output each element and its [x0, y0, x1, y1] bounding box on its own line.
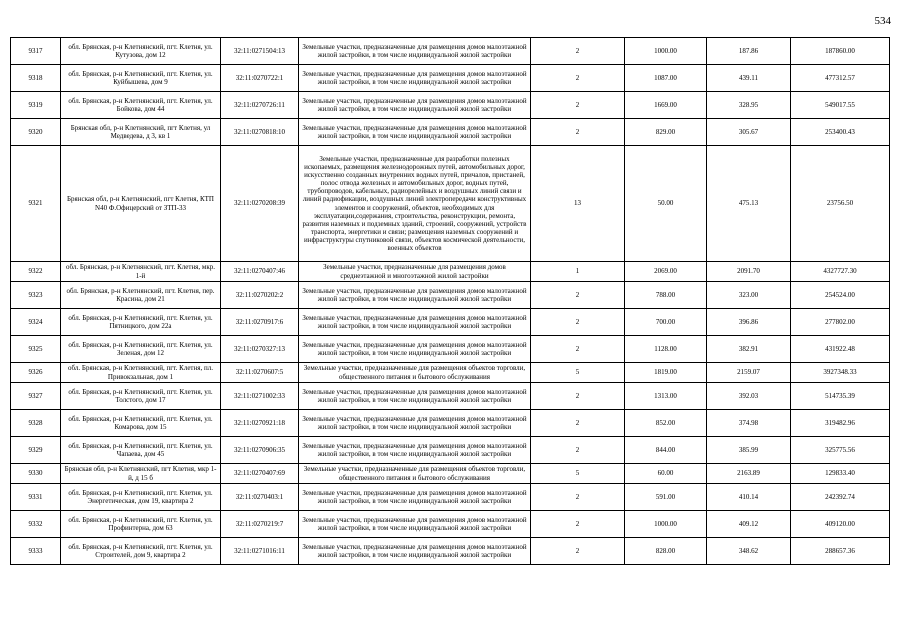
cadastral-value-cell: 242392.74: [791, 484, 890, 511]
cadastral-value-cell: 187860.00: [791, 38, 890, 65]
cadastral-number-cell: 32:11:0270906:35: [221, 437, 299, 464]
use-group-cell: 13: [531, 146, 625, 262]
cadastral-value-table: [10, 37, 890, 565]
table-row: [11, 38, 890, 65]
cadastral-number-cell: 32:11:0271002:33: [221, 383, 299, 410]
cadastral-value-cell: 477312.57: [791, 65, 890, 92]
use-group-cell: 2: [531, 383, 625, 410]
use-group-cell: 2: [531, 92, 625, 119]
table-row: [11, 309, 890, 336]
land-use-cell: Земельные участки, предназначенные для размещения объектов торговли, общественного питания и бытового обслуживания: [299, 363, 531, 383]
specific-value-cell: 475.13: [707, 146, 791, 262]
cadastral-value-cell: 409120.00: [791, 511, 890, 538]
cadastral-number-cell: 32:11:0270921:18: [221, 410, 299, 437]
table-row: [11, 146, 890, 262]
cadastral-value-cell: 288657.36: [791, 538, 890, 565]
address-cell: обл. Брянская, р-н Клетнянский, пгт. Клетня, ул. Куйбышева, дом 9: [61, 65, 221, 92]
area-cell: 1819.00: [625, 363, 707, 383]
land-use-cell: Земельные участки, предназначенные для размещения домов малоэтажной жилой застройки, в том числе индивидуальной жилой застройки: [299, 119, 531, 146]
row-number: 9328: [11, 410, 61, 437]
specific-value-cell: 2163.89: [707, 464, 791, 484]
address-cell: обл. Брянская, р-н Клетнянский, пгт. Клетня, ул. Пятницкого, дом 22а: [61, 309, 221, 336]
address-cell: Брянская обл, р-н Клетнянский, пгт Клетня, КТП N40 Ф.Офицерский от ЗТП-33: [61, 146, 221, 262]
area-cell: 50.00: [625, 146, 707, 262]
area-cell: 2069.00: [625, 262, 707, 282]
use-group-cell: 2: [531, 119, 625, 146]
area-cell: 829.00: [625, 119, 707, 146]
address-cell: обл. Брянская, р-н Клетнянский, пгт. Клетня, ул. Толстого, дом 17: [61, 383, 221, 410]
row-number: 9330: [11, 464, 61, 484]
land-use-cell: Земельные участки, предназначенные для размещения домов малоэтажной жилой застройки, в том числе индивидуальной жилой застройки: [299, 484, 531, 511]
land-use-cell: Земельные участки, предназначенные для размещения домов малоэтажной жилой застройки, в том числе индивидуальной жилой застройки: [299, 538, 531, 565]
land-use-cell: Земельные участки, предназначенные для размещения домов малоэтажной жилой застройки, в том числе индивидуальной жилой застройки: [299, 38, 531, 65]
use-group-cell: 2: [531, 437, 625, 464]
land-use-cell: Земельные участки, предназначенные для размещения объектов торговли, общественного питания и бытового обслуживания: [299, 464, 531, 484]
use-group-cell: 2: [531, 511, 625, 538]
address-cell: обл. Брянская, р-н Клетнянский, пгт. Клетня, ул. Профинтерна, дом 63: [61, 511, 221, 538]
table-row: [11, 437, 890, 464]
row-number: 9317: [11, 38, 61, 65]
table-row: [11, 65, 890, 92]
specific-value-cell: 305.67: [707, 119, 791, 146]
row-number: 9319: [11, 92, 61, 119]
land-use-cell: Земельные участки, предназначенные для размещения домов малоэтажной жилой застройки, в том числе индивидуальной жилой застройки: [299, 383, 531, 410]
cadastral-value-cell: 514735.39: [791, 383, 890, 410]
table-row: [11, 262, 890, 282]
area-cell: 788.00: [625, 282, 707, 309]
cadastral-number-cell: 32:11:0270202:2: [221, 282, 299, 309]
area-cell: 852.00: [625, 410, 707, 437]
row-number: 9327: [11, 383, 61, 410]
table-row: [11, 464, 890, 484]
address-cell: Брянская обл, р-н Клетнянский, пгт Клетня, ул Медведева, д 3, кв 1: [61, 119, 221, 146]
specific-value-cell: 374.98: [707, 410, 791, 437]
land-use-cell: Земельные участки, предназначенные для размещения домов малоэтажной жилой застройки, в том числе индивидуальной жилой застройки: [299, 282, 531, 309]
use-group-cell: 2: [531, 65, 625, 92]
use-group-cell: 5: [531, 363, 625, 383]
cadastral-value-cell: 431922.48: [791, 336, 890, 363]
cadastral-number-cell: 32:11:0271016:11: [221, 538, 299, 565]
use-group-cell: 2: [531, 282, 625, 309]
cadastral-number-cell: 32:11:0270403:1: [221, 484, 299, 511]
specific-value-cell: 410.14: [707, 484, 791, 511]
cadastral-value-cell: 549017.55: [791, 92, 890, 119]
row-number: 9331: [11, 484, 61, 511]
land-use-cell: Земельные участки, предназначенные для размещения домов малоэтажной жилой застройки, в том числе индивидуальной жилой застройки: [299, 336, 531, 363]
row-number: 9326: [11, 363, 61, 383]
cadastral-number-cell: 32:11:0271504:13: [221, 38, 299, 65]
cadastral-number-cell: 32:11:0270607:5: [221, 363, 299, 383]
area-cell: 700.00: [625, 309, 707, 336]
table-row: [11, 363, 890, 383]
area-cell: 60.00: [625, 464, 707, 484]
row-number: 9332: [11, 511, 61, 538]
area-cell: 1313.00: [625, 383, 707, 410]
cadastral-number-cell: 32:11:0270818:10: [221, 119, 299, 146]
cadastral-value-cell: 254524.00: [791, 282, 890, 309]
area-cell: 844.00: [625, 437, 707, 464]
page-number: 534: [874, 15, 891, 27]
address-cell: обл. Брянская, р-н Клетнянский, пгт. Клетня, ул. Комарова, дом 15: [61, 410, 221, 437]
land-use-cell: Земельные участки, предназначенные для размещения домов малоэтажной жилой застройки, в том числе индивидуальной жилой застройки: [299, 65, 531, 92]
cadastral-number-cell: 32:11:0270407:46: [221, 262, 299, 282]
specific-value-cell: 2091.70: [707, 262, 791, 282]
cadastral-number-cell: 32:11:0270407:69: [221, 464, 299, 484]
specific-value-cell: 396.86: [707, 309, 791, 336]
cadastral-value-cell: 4327727.30: [791, 262, 890, 282]
specific-value-cell: 385.99: [707, 437, 791, 464]
specific-value-cell: 323.00: [707, 282, 791, 309]
row-number: 9323: [11, 282, 61, 309]
use-group-cell: 1: [531, 262, 625, 282]
cadastral-number-cell: 32:11:0270726:11: [221, 92, 299, 119]
table-body: [11, 38, 890, 565]
area-cell: 1000.00: [625, 38, 707, 65]
cadastral-value-cell: 3927348.33: [791, 363, 890, 383]
row-number: 9324: [11, 309, 61, 336]
cadastral-value-cell: 319482.96: [791, 410, 890, 437]
use-group-cell: 2: [531, 336, 625, 363]
land-use-cell: Земельные участки, предназначенные для размещения домов малоэтажной жилой застройки, в том числе индивидуальной жилой застройки: [299, 92, 531, 119]
address-cell: обл. Брянская, р-н Клетнянский, пгт. Клетня, пл. Привокзальная, дом 1: [61, 363, 221, 383]
row-number: 9321: [11, 146, 61, 262]
use-group-cell: 2: [531, 309, 625, 336]
address-cell: обл. Брянская, р-н Клетнянский, пгт. Клетня, ул. Кутузова, дом 12: [61, 38, 221, 65]
address-cell: обл. Брянская, р-н Клетнянский, пгт. Клетня, мкр. 1-й: [61, 262, 221, 282]
table-row: [11, 336, 890, 363]
row-number: 9329: [11, 437, 61, 464]
table-row: [11, 119, 890, 146]
address-cell: обл. Брянская, р-н Клетнянский, пгт. Клетня, ул. Чапаева, дом 45: [61, 437, 221, 464]
specific-value-cell: 382.91: [707, 336, 791, 363]
cadastral-number-cell: 32:11:0270917:6: [221, 309, 299, 336]
land-use-cell: Земельные участки, предназначенные для размещения домов малоэтажной жилой застройки, в том числе индивидуальной жилой застройки: [299, 437, 531, 464]
specific-value-cell: 2159.07: [707, 363, 791, 383]
specific-value-cell: 348.62: [707, 538, 791, 565]
specific-value-cell: 328.95: [707, 92, 791, 119]
specific-value-cell: 439.11: [707, 65, 791, 92]
cadastral-value-cell: 325775.56: [791, 437, 890, 464]
land-use-cell: Земельные участки, предназначенные для размещения домов малоэтажной жилой застройки, в том числе индивидуальной жилой застройки: [299, 309, 531, 336]
cadastral-value-cell: 129833.40: [791, 464, 890, 484]
area-cell: 1128.00: [625, 336, 707, 363]
address-cell: обл. Брянская, р-н Клетнянский, пгт. Клетня, ул. Зеленая, дом 12: [61, 336, 221, 363]
use-group-cell: 2: [531, 410, 625, 437]
cadastral-value-cell: 23756.50: [791, 146, 890, 262]
table-row: [11, 282, 890, 309]
cadastral-number-cell: 32:11:0270208:39: [221, 146, 299, 262]
land-use-cell: Земельные участки, предназначенные для разработки полезных ископаемых, размещения железнодорожных путей, автомобильных дорог, искусственно созданных внутренних водных путей, причалов, пристаней, полос отвода железных и автомобильных дорог, водных путей, трубопроводов, кабельных, радиорелейных и воздушных линий связи и линий радиофикации, воздушных линий электропередачи конструктивных элементов и сооружений, объектов, необходимых для эксплуатации,содержания, строительства, реконструкции, ремонта, развития наземных и подземных зданий, строений, сооружений, устройств транспорта, энергетики и связи; размещения наземных сооружений и инфраструктуры спутниковой связи, объектов космической деятельности, военных объектов: [299, 146, 531, 262]
land-use-cell: Земельные участки, предназначенные для размещения домов малоэтажной жилой застройки, в том числе индивидуальной жилой застройки: [299, 511, 531, 538]
address-cell: обл. Брянская, р-н Клетнянский, пгт. Клетня, ул. Энергетическая, дом 19, квартира 2: [61, 484, 221, 511]
row-number: 9318: [11, 65, 61, 92]
table-row: [11, 92, 890, 119]
area-cell: 1000.00: [625, 511, 707, 538]
land-use-cell: Земельные участки, предназначенные для размещения домов малоэтажной жилой застройки, в том числе индивидуальной жилой застройки: [299, 410, 531, 437]
address-cell: Брянская обл, р-н Клетнянский, пгт Клетня, мкр 1-й, д 15 б: [61, 464, 221, 484]
row-number: 9322: [11, 262, 61, 282]
table-row: [11, 538, 890, 565]
cadastral-value-cell: 253400.43: [791, 119, 890, 146]
table-row: [11, 383, 890, 410]
row-number: 9333: [11, 538, 61, 565]
use-group-cell: 2: [531, 38, 625, 65]
area-cell: 591.00: [625, 484, 707, 511]
specific-value-cell: 187.86: [707, 38, 791, 65]
address-cell: обл. Брянская, р-н Клетнянский, пгт. Клетня, пер. Красина, дом 21: [61, 282, 221, 309]
land-use-cell: Земельные участки, предназначенные для размещения домов среднеэтажной и многоэтажной жилой застройки: [299, 262, 531, 282]
table-row: [11, 410, 890, 437]
address-cell: обл. Брянская, р-н Клетнянский, пгт. Клетня, ул. Строителей, дом 9, квартира 2: [61, 538, 221, 565]
use-group-cell: 2: [531, 538, 625, 565]
row-number: 9325: [11, 336, 61, 363]
table-row: [11, 484, 890, 511]
area-cell: 828.00: [625, 538, 707, 565]
row-number: 9320: [11, 119, 61, 146]
address-cell: обл. Брянская, р-н Клетнянский, пгт. Клетня, ул. Бойкова, дом 44: [61, 92, 221, 119]
use-group-cell: 5: [531, 464, 625, 484]
specific-value-cell: 392.03: [707, 383, 791, 410]
cadastral-value-cell: 277802.00: [791, 309, 890, 336]
specific-value-cell: 409.12: [707, 511, 791, 538]
use-group-cell: 2: [531, 484, 625, 511]
cadastral-number-cell: 32:11:0270327:13: [221, 336, 299, 363]
table-row: [11, 511, 890, 538]
area-cell: 1087.00: [625, 65, 707, 92]
cadastral-number-cell: 32:11:0270219:7: [221, 511, 299, 538]
cadastral-number-cell: 32:11:0270722:1: [221, 65, 299, 92]
area-cell: 1669.00: [625, 92, 707, 119]
